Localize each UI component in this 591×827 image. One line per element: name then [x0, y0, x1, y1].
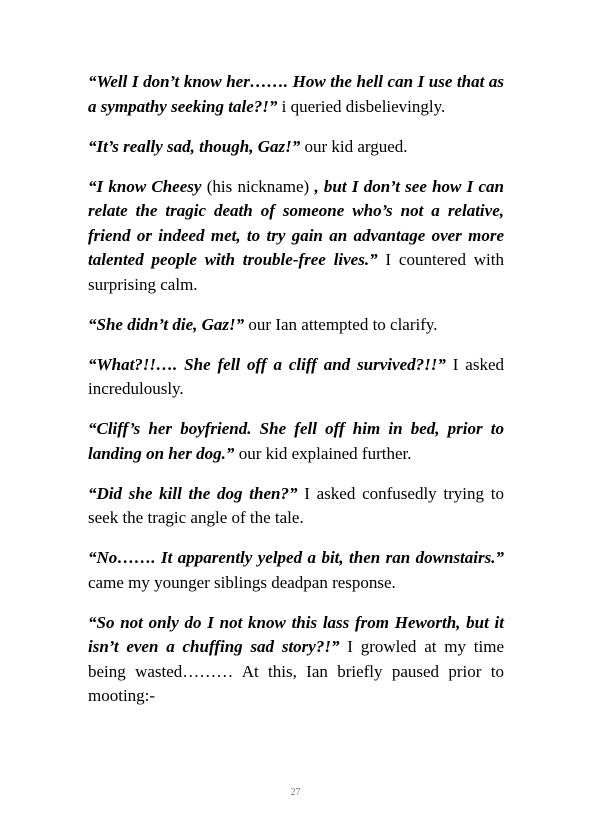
paragraph: [88, 611, 504, 709]
dialogue-text: “Well I don’t know her……. How the hell can I use that as a sympathy seeking tale?!”: [88, 72, 504, 116]
paragraph: [88, 417, 504, 466]
paragraph: [88, 70, 504, 119]
dialogue-text: “So not only do I not know this lass from Heworth, but it isn’t even a chuffing sad story?!”: [88, 612, 504, 656]
body-text: [88, 70, 504, 724]
narration-text: I asked incredulously.: [88, 354, 505, 398]
narration-text: I growled at my time being wasted……… At this, Ian briefly paused prior to mooting:-: [88, 637, 504, 705]
paragraph: [88, 353, 504, 402]
narration-text: i queried disbelievingly.: [277, 96, 446, 116]
paragraph: [88, 175, 504, 298]
narration-text: (his nickname): [201, 176, 315, 196]
dialogue-text: “Did she kill the dog then?”: [88, 483, 298, 503]
page-number: 27: [290, 787, 301, 798]
dialogue-text: “She didn’t die, Gaz!”: [88, 314, 245, 334]
paragraph: [88, 135, 504, 160]
narration-text: our Ian attempted to clarify.: [244, 314, 438, 334]
narration-text: I countered with surprising calm.: [88, 250, 504, 294]
dialogue-text: “What?!!…. She fell off a cliff and survived?!!”: [88, 354, 446, 374]
dialogue-text: , but I don’t see how I can relate the tragic death of someone who’s not a relative, friend or indeed met, to try gain an advantage over more talented people with trouble-free lives.”: [88, 176, 504, 269]
paragraph: [88, 482, 504, 531]
dialogue-text: “It’s really sad, though, Gaz!”: [88, 136, 301, 156]
dialogue-text: “I know Cheesy: [88, 176, 202, 196]
narration-text: I asked confusedly trying to seek the tragic angle of the tale.: [88, 483, 505, 527]
narration-text: came my younger siblings deadpan response.: [88, 572, 396, 592]
paragraph: [88, 546, 504, 595]
narration-text: our kid explained further.: [234, 443, 412, 463]
paragraph: [88, 313, 504, 338]
dialogue-text: “No……. It apparently yelped a bit, then ran downstairs.”: [88, 548, 504, 567]
dialogue-text: “Cliff’s her boyfriend. She fell off him in bed, prior to landing on her dog.”: [88, 419, 504, 463]
narration-text: our kid argued.: [300, 136, 408, 156]
